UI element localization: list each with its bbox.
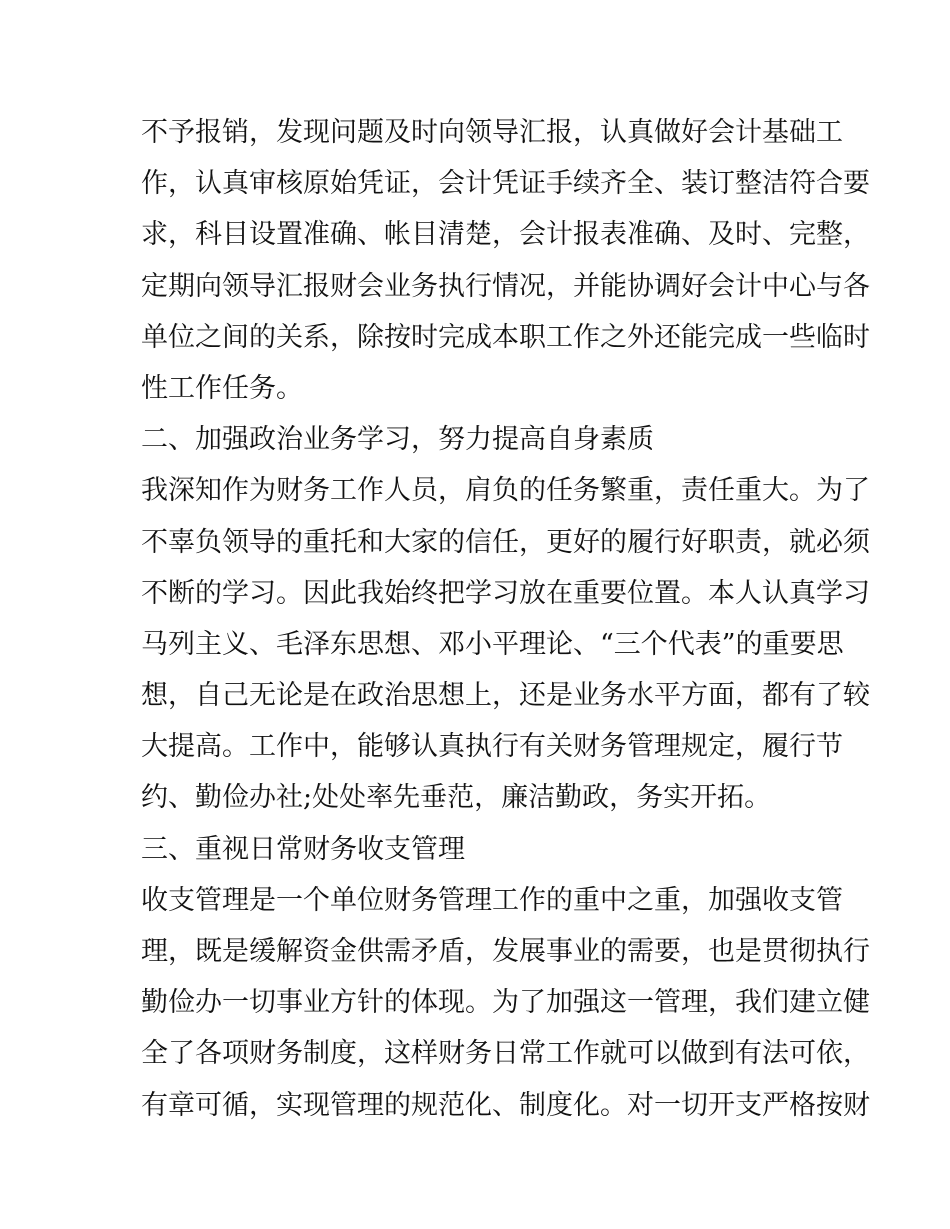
text-line: 想，自己无论是在政治思想上，还是业务水平方面，都有了较 xyxy=(141,680,870,712)
text-line: 作，认真审核原始凭证，会计凭证手续齐全、装订整洁符合要 xyxy=(141,168,870,200)
body-text xyxy=(141,107,870,1131)
section-heading: 三、重视日常财务收支管理 xyxy=(141,833,465,865)
text-line: 不断的学习。因此我始终把学习放在重要位置。本人认真学习 xyxy=(141,577,870,609)
text-line: 不辜负领导的重托和大家的信任，更好的履行好职责，就必须 xyxy=(141,526,870,558)
section-heading: 二、加强政治业务学习，努力提高自身素质 xyxy=(141,424,654,456)
text-line: 勤俭办一切事业方针的体现。为了加强这一管理，我们建立健 xyxy=(141,987,870,1019)
text-line: 性工作任务。 xyxy=(141,372,303,404)
text-line: 收支管理是一个单位财务管理工作的重中之重，加强收支管 xyxy=(141,884,843,916)
text-line: 全了各项财务制度，这样财务日常工作就可以做到有法可依， xyxy=(141,1038,870,1070)
text-line: 有章可循，实现管理的规范化、制度化。对一切开支严格按财 xyxy=(141,1089,870,1121)
text-line: 单位之间的关系，除按时完成本职工作之外还能完成一些临时 xyxy=(141,321,870,353)
text-line: 我深知作为财务工作人员，肩负的任务繁重，责任重大。为了 xyxy=(141,475,870,507)
text-line: 约、勤俭办社;处处率先垂范，廉洁勤政，务实开拓。 xyxy=(141,782,772,814)
text-line: 马列主义、毛泽东思想、邓小平理论、“三个代表”的重要思 xyxy=(141,628,844,660)
text-line: 定期向领导汇报财会业务执行情况，并能协调好会计中心与各 xyxy=(141,270,870,302)
text-line: 理，既是缓解资金供需矛盾，发展事业的需要，也是贯彻执行 xyxy=(141,936,870,967)
text-line: 求，科目设置准确、帐目清楚，会计报表准确、及时、完整， xyxy=(141,219,870,251)
text-line: 不予报销，发现问题及时向领导汇报，认真做好会计基础工 xyxy=(141,117,843,148)
text-line: 大提高。工作中，能够认真执行有关财务管理规定，履行节 xyxy=(141,731,843,763)
